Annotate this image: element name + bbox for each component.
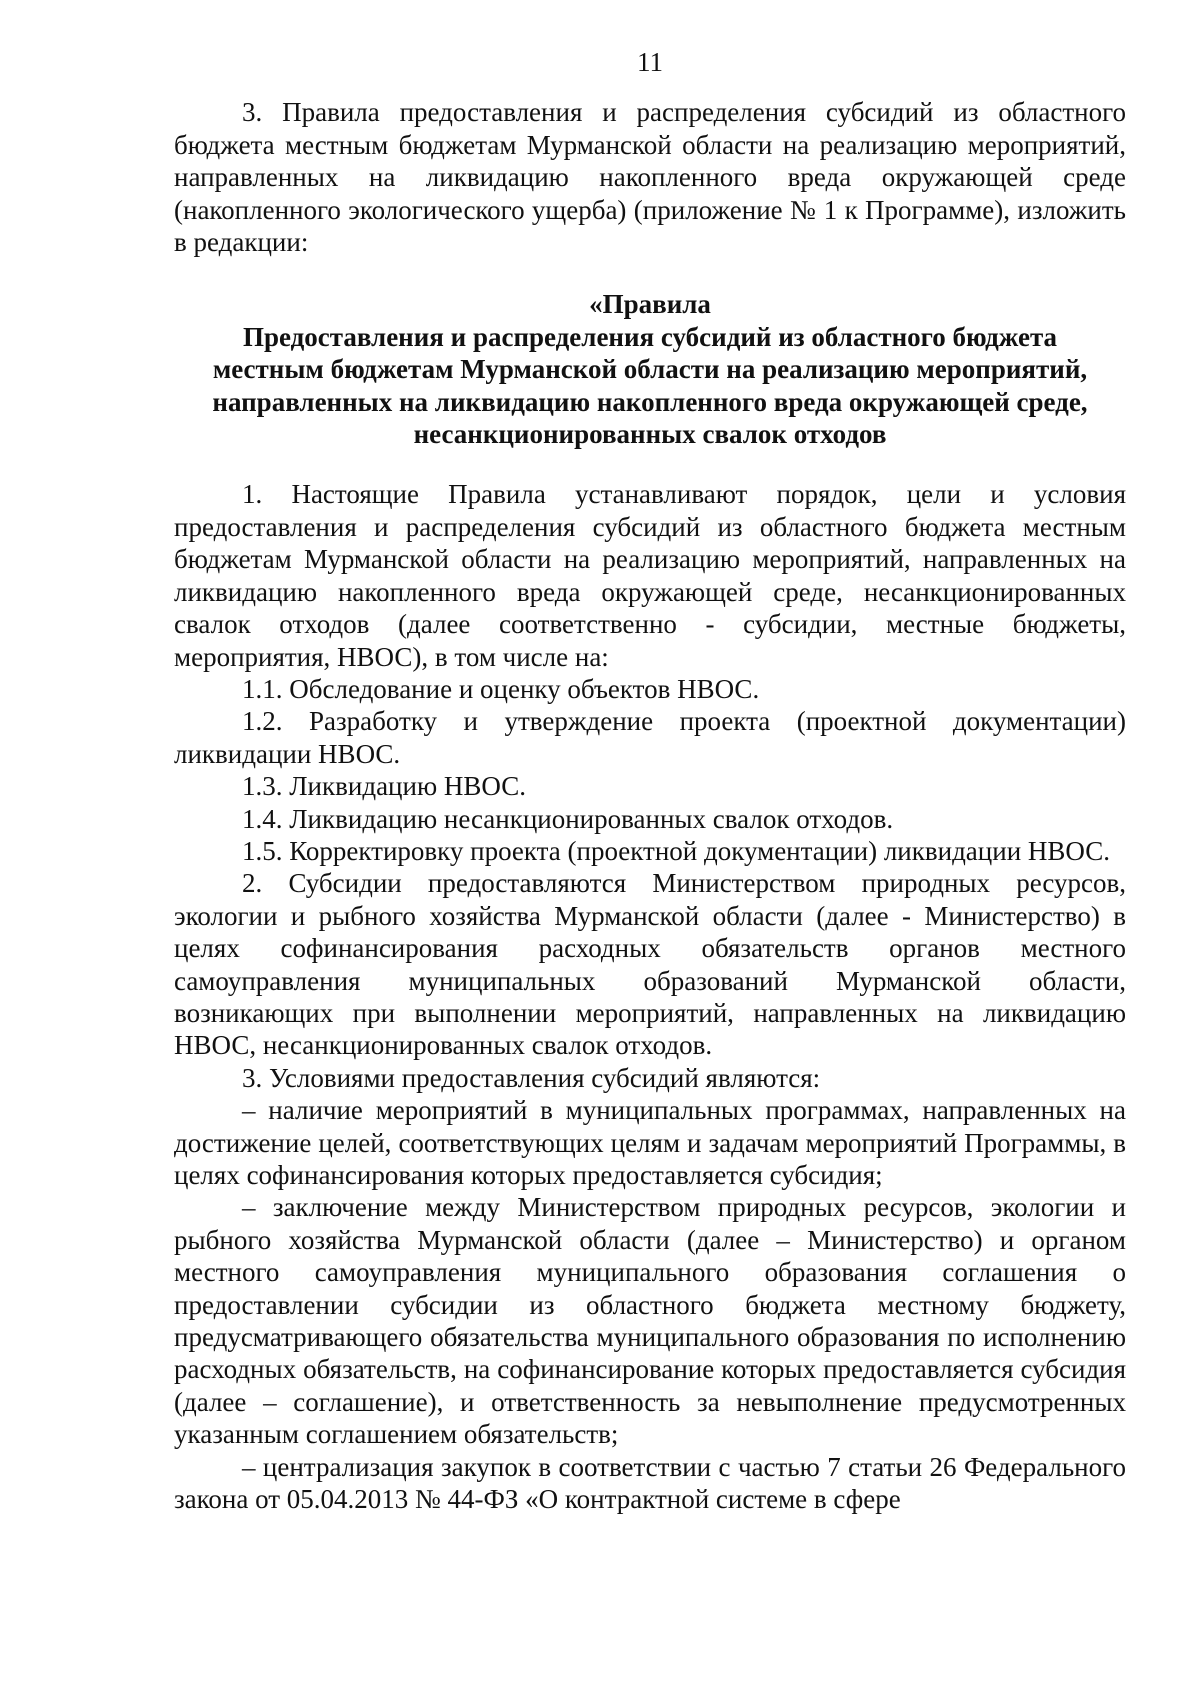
condition-item-1: – наличие мероприятий в муниципальных программах, направленных на достижение целей, соответствующих целям и задачам мероприятий Программы, в целях софинансирования которых предоставляется субсидия; — [174, 1095, 1126, 1190]
title-line-1: «Правила — [589, 289, 711, 320]
condition-item-2: – заключение между Министерством природных ресурсов, экологии и рыбного хозяйства Мурманской области (далее – Министерство) и органом местного самоуправления муниципального образования соглашения о предоставлении субсидии из областного бюджета местному бюджету, предусматривающего обязательства муниципального образования по исполнению расходных обязательств, на софинансирование которых предоставляется субсидия (далее – соглашение), и ответственность за невыполнение предусмотренных указанным соглашением обязательств; — [174, 1192, 1126, 1450]
condition-item-3: – централизация закупок в соответствии с частью 7 статьи 26 Федерального закона от 05.04.2013 № 44-ФЗ «О контрактной системе в сфере — [174, 1451, 1126, 1515]
page-number: 11 — [637, 47, 663, 77]
paragraph-1-5: 1.5. Корректировку проекта (проектной документации) ликвидации НВОС. — [242, 835, 1110, 866]
paragraph-1-3: 1.3. Ликвидацию НВОС. — [242, 771, 526, 802]
paragraph-1: 1. Настоящие Правила устанавливают порядок, цели и условия предоставления и распределения субсидий из областного бюджета местным бюджетам Мурманской области на реализацию мероприятий, направленных на ликвидацию накопленного вреда окружающей среде, несанкционированных свалок отходов (далее соответственно - субсидии, местные бюджеты, мероприятия, НВОС), в том числе на: — [174, 479, 1126, 672]
paragraph-1-1: 1.1. Обследование и оценку объектов НВОС. — [242, 673, 760, 704]
title-line-2: Предоставления и распределения субсидий из областного бюджета — [242, 321, 1058, 352]
paragraph-3: 3. Условиями предоставления субсидий являются: — [242, 1062, 821, 1093]
rules-title — [174, 288, 1126, 450]
intro-paragraph: 3. Правила предоставления и распределения субсидий из областного бюджета местным бюджетам Мурманской области на реализацию мероприятий, направленных на ликвидацию накопленного вреда окружающей среде (накопленного экологического ущерба) (приложение № 1 к Программе), изложить в редакции: — [174, 97, 1126, 258]
title-line-4: направленных на ликвидацию накопленного вреда окружающей среде, — [212, 386, 1088, 417]
title-line-5: несанкционированных свалок отходов — [413, 419, 887, 450]
paragraph-1-2: 1.2. Разработку и утверждение проекта (проектной документации) ликвидации НВОС. — [174, 706, 1126, 769]
paragraph-1-4: 1.4. Ликвидацию несанкционированных свалок отходов. — [242, 803, 894, 834]
title-line-3: местным бюджетам Мурманской области на реализацию мероприятий, — [212, 354, 1088, 385]
paragraph-2: 2. Субсидии предоставляются Министерством природных ресурсов, экологии и рыбного хозяйства Мурманской области (далее - Министерство) в целях софинансирования расходных обязательств органов местного самоуправления муниципальных образований Мурманской области, возникающих при выполнении мероприятий, направленных на ликвидацию НВОС, несанкционированных свалок отходов. — [174, 868, 1126, 1061]
